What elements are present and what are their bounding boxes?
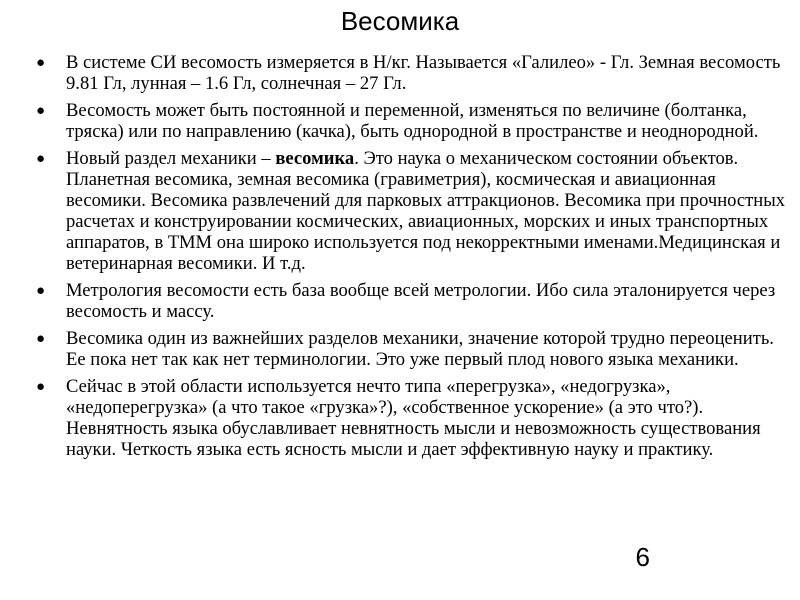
bullet-text: Сейчас в этой области используется нечто типа «перегрузка», «недогрузка», «недоперегрузка» (а что такое «грузка»?), «собственное ускорение» (а это что?). Невнятность языка обуславливает невнятность мысли и невозможность существования науки. Четкость языка есть ясность мысли и дает эффективную науку и практику. (66, 376, 761, 460)
bullet-item-1 (34, 52, 786, 94)
bullet-text-before: Новый раздел механики – (66, 148, 276, 169)
bullet-icon: ● (36, 150, 46, 167)
bullet-item-4 (34, 280, 786, 322)
bullet-text: В системе СИ весомость измеряется в Н/кг. Называется «Галилео» - Гл. Земная весомость 9.81 Гл, лунная – 1.6 Гл, солнечная – 27 Гл. (66, 52, 781, 94)
bullet-text (66, 148, 786, 274)
bullet-text-after: . Это наука о механическом состоянии объектов. Планетная весомика, земная весомика (гравиметрия), космическая и авиационная весомики. Весомика развлечений для парковых аттракционов. Весомика при прочностных расчетах и конструировании космических, авиационных, морских и иных транспортных аппаратов, в ТММ она широко используется под некорректными именами.Медицинская и ветеринарная весомики. И т.д. (66, 148, 786, 274)
slide-title: Весомика (340, 6, 460, 36)
bullet-item-3 (34, 148, 786, 274)
bold-term: весомика (275, 148, 355, 169)
bullet-item-2 (34, 100, 786, 142)
bullet-icon: ● (36, 378, 46, 395)
bullet-item-5 (34, 328, 786, 370)
bullet-list (34, 52, 786, 466)
bullet-icon: ● (36, 330, 46, 347)
bullet-icon: ● (36, 102, 46, 119)
bullet-item-6 (34, 376, 786, 460)
bullet-text: Метрология весомости есть база вообще всей метрологии. Ибо сила эталонируется через весомость и массу. (66, 280, 776, 322)
page-number: 6 (635, 542, 650, 572)
bullet-text: Весомика один из важнейших разделов механики, значение которой трудно переоценить. Ее пока нет так как нет терминологии. Это уже первый плод нового языка механики. (66, 328, 774, 370)
bullet-icon: ● (36, 282, 46, 299)
bullet-text: Весомость может быть постоянной и переменной, изменяться по величине (болтанка, тряска) или по направлению (качка), быть однородной в пространстве и неоднородной. (66, 100, 759, 142)
bullet-icon: ● (36, 54, 46, 71)
